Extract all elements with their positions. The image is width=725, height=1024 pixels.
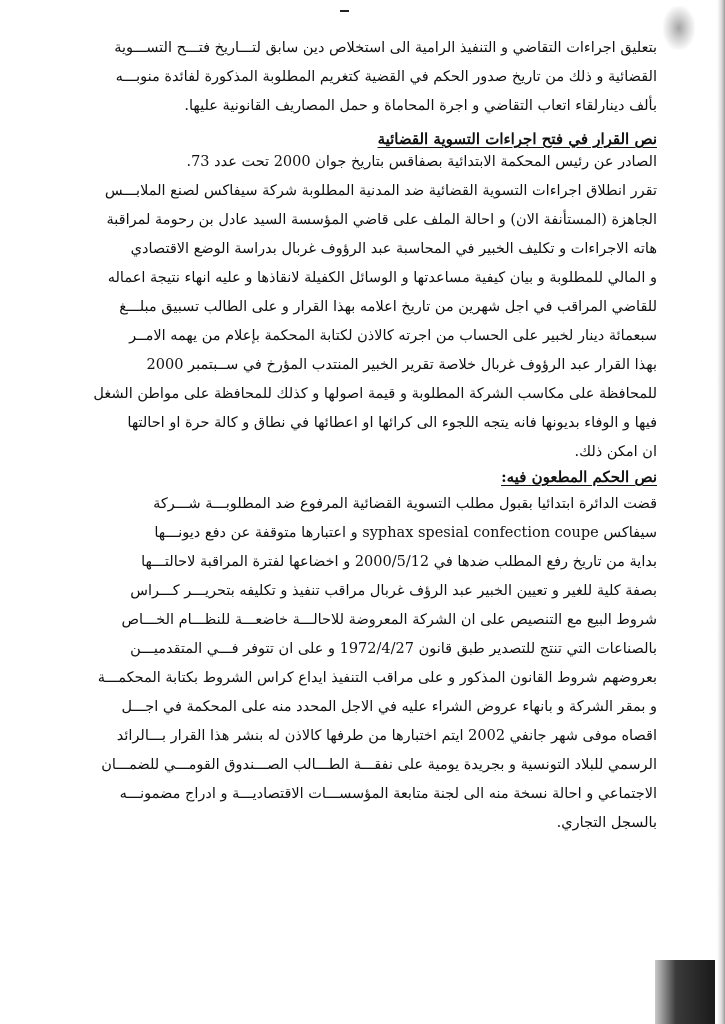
text-line: الرسمي للبلاد التونسية و بجريدة يومية على نفقـــة الطـــالب الصـــندوق القومـــي للضمـــان [101,757,657,773]
section-heading-decision: نص القرار في فتح اجراءات التسوية القضائية [377,130,657,148]
scan-dark-strip [655,960,715,1024]
paragraph-decision [92,148,657,467]
text-line: للقاضي المراقب في اجل شهرين من تاريخ اعلامه بهذا القرار و على الطالب تسبيق مبلـــغ [119,299,657,315]
section-heading-judgment: نص الحكم المطعون فيه: [501,468,657,486]
text-line: الاجتماعي و احالة نسخة منه الى لجنة متابعة المؤسســـات الاقتصاديـــة و ادراج مضمونـــه [119,786,657,802]
text-line: سيفاكس syphax spesial confection coupe و اعتبارها متوقفة عن دفع ديونـــها [154,525,657,541]
text-line: ان امكن ذلك. [574,444,657,460]
text-line: بعروضهم شروط القانون المذكور و على مراقب التنفيذ ايداع كراس الشروط بكتابة المحكمـــة [97,670,657,686]
text-line: فيها و الوفاء بديونها فانه يتجه اللجوء الى كرائها او اعطائها في نطاق و كالة حرة او احالتها [127,415,657,431]
text-line: بالسجل التجاري. [556,815,657,831]
text-line: شروط البيع مع التنصيص على ان الشركة المعروضة للاحالـــة خاضعـــة للنظـــام الخـــاص [121,612,657,628]
text-line: بألف دينارلقاء اتعاب التقاضي و اجرة المحاماة و حمل المصاريف القانونية عليها. [184,98,657,114]
text-line: قضت الدائرة ابتدائيا بقبول مطلب التسوية القضائية المرفوع ضد المطلوبـــة شـــركة [153,496,657,512]
text-line: هاته الاجراءات و تكليف الخبير في المحاسبة عبد الرؤوف غربال بدراسة الوضع الاقتصادي [130,241,657,257]
text-line: تقرر انطلاق اجراءات التسوية القضائية ضد المدنية المطلوبة شركة سيفاكس لصنع الملابـــس [104,183,657,199]
paragraph-judgment [92,490,657,838]
text-line: بتعليق اجراءات التقاضي و التنفيذ الرامية الى استخلاص دين سابق لتـــاريخ فتـــح التســـوية [114,40,657,56]
text-line: للمحافظة على مكاسب الشركة المطلوبة و قيمة اصولها و كذلك للمحافظة على مواطن الشغل [93,386,657,402]
top-page-mark [340,10,349,12]
text-line: الجاهزة (المستأنفة الان) و احالة الملف على قاضي المؤسسة السيد عادل بن رحومة لمراقبة [106,212,657,228]
scan-smudge [663,6,695,50]
text-line: اقصاه موفى شهر جانفي 2002 ايتم اختبارها من طرفها كالاذن له بنشر هذا القرار بـــالرائد [116,728,657,744]
text-line: و بمقر الشركة و بانهاء عروض الشراء عليه في الاجل المحدد منه على المحكمة في اجـــل [121,699,657,715]
text-line: و المالي للمطلوبة و بيان كيفية مساعدتها و الوسائل الكفيلة لانقاذها و عليه انهاء نتيجة اعماله [107,270,657,286]
text-line: بداية من تاريخ رفع المطلب ضدها في 2000/5/12 و اخضاعها لفترة المراقبة لاحالتـــها [141,554,657,570]
text-line: الصادر عن رئيس المحكمة الابتدائية بصفاقس بتاريخ جوان 2000 تحت عدد 73. [186,154,657,170]
text-line: بصفة كلية للغير و تعيين الخبير عبد الرؤف غربال مراقب تنفيذ و تكليفه بتحريـــر كـــراس [130,583,657,599]
text-line: القضائية و ذلك من تاريخ صدور الحكم في القضية كتغريم المطلوبة المذكورة لفائدة منوبـــه [115,69,657,85]
text-line: بالصناعات التي تنتج للتصدير طبق قانون 1972/4/27 و على ان تتوفر فـــي المتقدميـــن [130,641,657,657]
paragraph-continuation [92,34,657,121]
text-line: بهذا القرار عبد الرؤوف غربال خلاصة تقرير الخبير المنتدب المؤرخ في ســبتمبر 2000 [146,357,657,373]
scan-right-edge [717,0,725,1024]
text-line: سبعمائة دينار لخبير على الحساب من اجرته كالاذن لكتابة المحكمة بإعلام من يهمه الامــر [129,328,657,344]
